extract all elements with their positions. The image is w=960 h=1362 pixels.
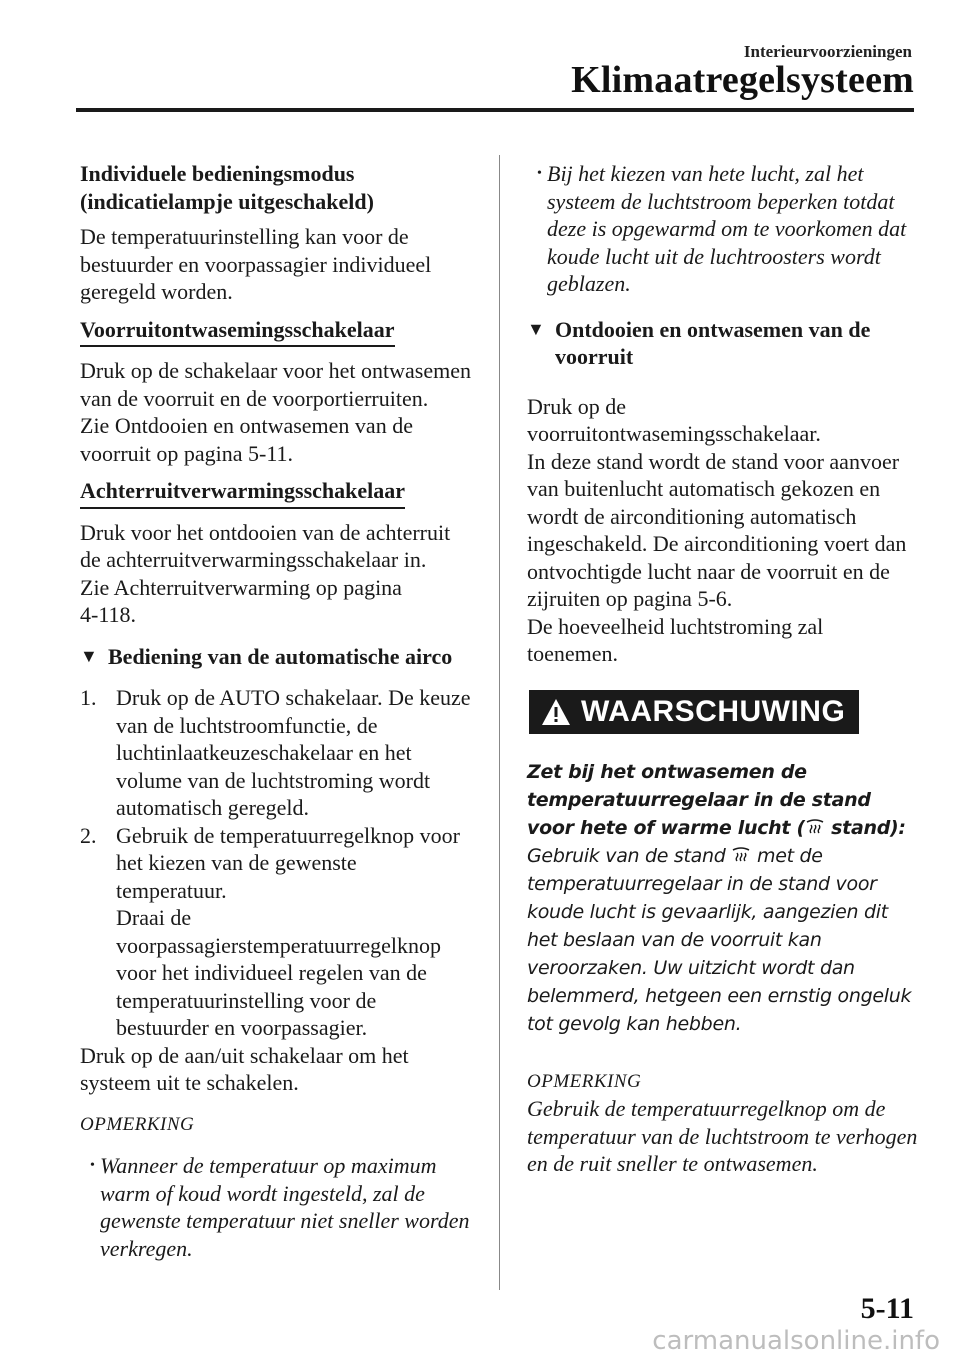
note-text: Gebruik de temperatuurregelknop om de temperatuur van de luchtstroom te verhogen en de ruit sneller te ontwasemen. xyxy=(527,1096,918,1176)
heading-line-2: (indicatielampje uitgeschakeld) xyxy=(80,188,374,214)
warning-triangle-icon xyxy=(541,698,571,726)
warning-bold-a: Zet bij het ontwasemen de temperatuurregelaar in de stand voor hete of warme lucht ( xyxy=(527,760,871,839)
warning-body xyxy=(527,758,919,1038)
defrost-instruction-b: voorruitontwasemingsschakelaar. xyxy=(527,421,821,446)
rear-defog-heading: Achterruitverwarmingsschakelaar xyxy=(80,477,405,509)
windshield-switch-ref: Zie Ontdooien en ontwasemen van de voorruit op pagina 5-11. xyxy=(80,413,413,466)
warning-text-a: Gebruik van de stand xyxy=(527,844,732,867)
defrost-airflow-text: De hoeveelheid luchtstroming zal toenemen. xyxy=(527,613,824,666)
step-text: Gebruik de temperatuurregelknop voor het kiezen van de gewenste temperatuur. xyxy=(116,822,460,903)
note-title: OPMERKING xyxy=(527,1070,642,1092)
warning-bold-text xyxy=(527,758,919,842)
note-bullet xyxy=(527,160,919,298)
page-number: 5-11 xyxy=(860,1292,914,1325)
right-column xyxy=(527,160,919,1178)
defrost-instruction xyxy=(527,393,919,448)
individual-mode-heading xyxy=(80,160,472,215)
defrost-description: In deze stand wordt de stand voor aanvoer van buitenlucht automatisch gekozen en wordt de airconditioning automatisch ingeschakeld. De airconditioning voert dan ontvochtigde lucht naar de voorruit en de zijruiten op pagina 5-6. xyxy=(527,448,907,611)
defrost-heading xyxy=(527,316,919,371)
header-rule xyxy=(76,108,914,112)
note-bullet xyxy=(80,1152,472,1262)
heading-line-1: Individuele bedieningsmodus xyxy=(80,161,355,186)
auto-aircon-heading xyxy=(80,643,472,671)
section-title: Interieurvoorzieningen xyxy=(743,42,912,61)
warning-label xyxy=(529,690,859,734)
rear-defog-ref-a: Zie Achterruitverwarming op pagina xyxy=(80,574,402,600)
step-number: 2. xyxy=(80,822,97,848)
chapter-title: Klimaatregelsysteem xyxy=(571,59,914,101)
warning-label-text: WAARSCHUWING xyxy=(581,694,846,728)
defrost-heading-text: Ontdooien en ontwasemen van de voorruit xyxy=(555,316,871,369)
watermark: carmanualsonline.info xyxy=(652,1326,940,1356)
note-bullet-text: Wanneer de temperatuur op maximum warm of koud wordt ingesteld, zal de gewenste temperatuur niet sneller worden verkregen. xyxy=(100,1153,470,1261)
warning-text-b: met de temperatuurregelaar in de stand voor koude lucht is gevaarlijk, aangezien dit het beslaan van de voorruit kan veroorzaken. Uw uitzicht wordt dan belemmerd, hetgeen een ernstig ongeluk tot gevolg kan hebben. xyxy=(527,844,912,1035)
note-bullet-text: Bij het kiezen van hete lucht, zal het systeem de luchtstroom beperken totdat deze is opgewarmd om te voorkomen dat koude lucht uit de luchtroosters wordt geblazen. xyxy=(547,161,907,296)
warning-text xyxy=(527,842,919,1038)
left-column xyxy=(80,160,472,1262)
defrost-instruction-a: Druk op de xyxy=(527,393,626,419)
note-title: OPMERKING xyxy=(80,1113,195,1135)
step-text: Druk op de AUTO schakelaar. De keuze van de luchtstroomfunctie, de luchtinlaatkeuzeschakelaar en het volume van de luchtstroming wordt automatisch geregeld. xyxy=(116,685,471,820)
step-item xyxy=(80,822,472,1042)
warning-bold-b: stand): xyxy=(824,816,906,839)
windshield-switch-text: Druk op de schakelaar voor het ontwasemen van de voorruit en de voorportierruiten. xyxy=(80,358,471,411)
step-item xyxy=(80,684,472,822)
rear-defog-ref xyxy=(80,574,472,629)
step-text-group xyxy=(116,822,472,1042)
column-divider xyxy=(499,155,500,1290)
step-extra-text: Draai de voorpassagierstemperatuurregelknop voor het individueel regelen van de temperatuurinstelling voor de bestuurder en voorpassagier. xyxy=(116,905,441,1040)
bullet-dot-icon: • xyxy=(90,1158,95,1173)
warning-label-row xyxy=(527,690,919,734)
rear-defog-text: Druk voor het ontdooien van de achterruit de achterruitverwarmingsschakelaar in. xyxy=(80,519,451,572)
triangle-down-icon: ▼ xyxy=(527,318,545,339)
individual-mode-text: De temperatuurinstelling kan voor de bestuurder en voorpassagier individueel geregeld worden. xyxy=(80,224,432,304)
bullet-dot-icon: • xyxy=(537,166,542,181)
rear-defog-ref-b: 4-118. xyxy=(80,602,137,627)
windshield-switch-heading: Voorruitontwasemingsschakelaar xyxy=(80,316,395,348)
system-off-text: Druk op de aan/uit schakelaar om het systeem uit te schakelen. xyxy=(80,1042,409,1095)
windshield-defrost-icon xyxy=(805,818,825,836)
auto-aircon-heading-text: Bediening van de automatische airco xyxy=(108,643,453,669)
windshield-defrost-icon xyxy=(731,846,751,864)
triangle-down-icon: ▼ xyxy=(80,645,98,666)
step-number: 1. xyxy=(80,685,97,710)
